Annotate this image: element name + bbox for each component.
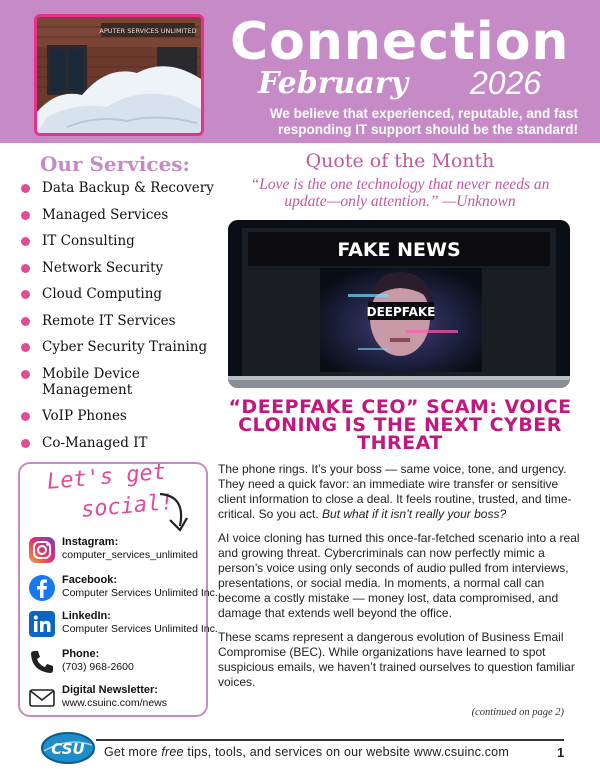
service-item: Remote IT Services (18, 313, 218, 329)
social-label: Digital Newsletter: (62, 684, 158, 696)
deepfake-label: DEEPFAKE (366, 305, 436, 319)
building-sign: APUTER SERVICES UNLIMITED (99, 27, 197, 35)
deepfake-laptop-image (228, 220, 570, 388)
fake-news-banner: FAKE NEWS (337, 239, 461, 261)
bullet-icon (21, 317, 30, 326)
article-headline: “DEEPFAKE CEO” SCAM: VOICE CLONING IS THE NEXT CYBER THREAT (228, 396, 572, 454)
social-value: (703) 968-2600 (62, 661, 134, 673)
social-value: Computer Services Unlimited Inc. (62, 587, 218, 599)
social-heading-line2: social! (80, 489, 175, 523)
services-list (18, 180, 218, 461)
social-box (18, 459, 218, 717)
svg-text:CSU: CSU (51, 740, 85, 758)
service-item: Cyber Security Training (18, 339, 218, 355)
curved-arrow-icon (156, 492, 192, 534)
masthead (0, 0, 600, 143)
services-heading: Our Services: (40, 152, 190, 176)
social-label: Instagram: (62, 536, 119, 548)
facebook-icon (28, 574, 56, 602)
csu-logo (40, 731, 96, 765)
quote-text: “Love is the one technology that never needs an update—only attention.” —Unknown (250, 176, 550, 210)
continued-note: (continued on page 2) (471, 707, 564, 718)
bullet-icon (21, 343, 30, 352)
page-number: 1 (557, 745, 565, 760)
newsletter-title: Connection (230, 12, 570, 72)
bullet-icon (21, 211, 30, 220)
issue-year: 2026 (470, 65, 542, 101)
footer-rule (96, 739, 564, 741)
service-item: Cloud Computing (18, 286, 218, 302)
service-item: IT Consulting (18, 233, 218, 249)
bullet-icon (21, 290, 30, 299)
phone-icon (28, 648, 56, 676)
social-value: Computer Services Unlimited Inc. (62, 623, 218, 635)
office-snow-photo (34, 14, 204, 136)
social-value: www.csuinc.com/news (62, 697, 168, 709)
service-item: Co-Managed IT (18, 435, 218, 451)
service-item: Managed Services (18, 207, 218, 223)
bullet-icon (21, 370, 30, 379)
social-label: Phone: (62, 648, 100, 660)
social-value: computer_services_unlimited (62, 549, 198, 561)
service-item: Data Backup & Recovery (18, 180, 218, 196)
bullet-icon (21, 184, 30, 193)
bullet-icon (21, 439, 30, 448)
social-label: Facebook: (62, 574, 118, 586)
article-paragraph: The phone rings. It’s your boss — same voice, tone, and urgency. They need a quick favor: an immediate wire transfer or sensitive client information to close a deal. It feels routine, trusted, and time-critical. So you act. But what if it isn’t really your boss? (218, 462, 572, 521)
bullet-icon (21, 237, 30, 246)
social-label: LinkedIn: (62, 610, 111, 622)
service-item: VoIP Phones (18, 408, 218, 424)
quote-heading: Quote of the Month (305, 150, 495, 172)
footer-text: Get more free tips, tools, and services on our website www.csuinc.com (104, 745, 509, 759)
issue-month: February (258, 66, 409, 101)
social-heading-line1: Let's get (46, 459, 167, 495)
instagram-icon (28, 536, 56, 564)
bullet-icon (21, 264, 30, 273)
service-item: Network Security (18, 260, 218, 276)
linkedin-icon (28, 610, 56, 638)
bullet-icon (21, 412, 30, 421)
article-body (218, 462, 584, 699)
article-paragraph: These scams represent a dangerous evolution of Business Email Compromise (BEC). While organizations have learned to spot suspicious emails, we haven’t trained ourselves to question familiar voices. (218, 630, 575, 689)
envelope-icon (28, 684, 56, 712)
article-paragraph: AI voice cloning has turned this once-far-fetched scenario into a real and growing threat. Cybercriminals can now perfectly mimic a person’s voice using only seconds of audio pulled from interviews, presentations, or social media. In moments, a normal call can become a costly mistake — money lost, data compromised, and damage that extends well beyond the office. (218, 531, 580, 620)
service-item: Mobile Device Management (18, 366, 162, 398)
tagline: We believe that experienced, reputable, and fast responding IT support should be the standard! (269, 106, 578, 137)
